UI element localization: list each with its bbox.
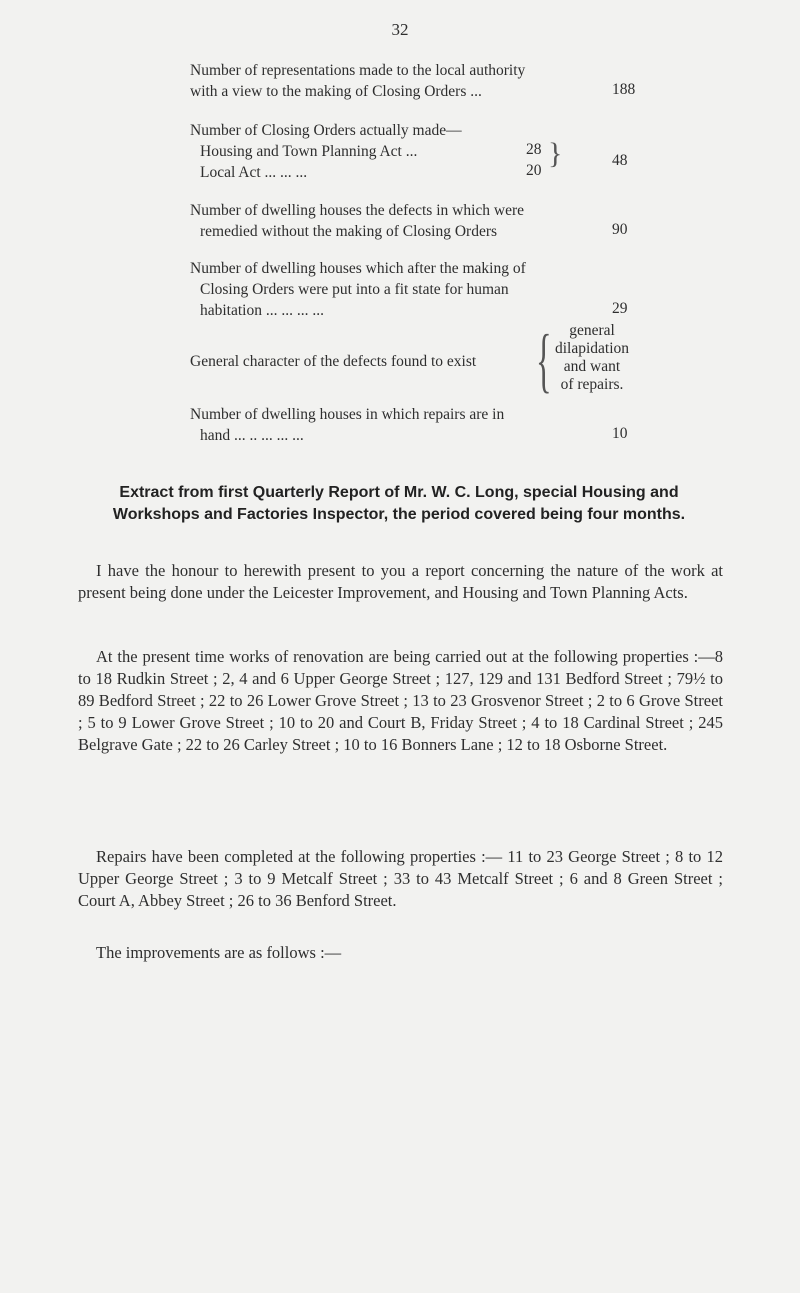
stat-local-act-value: 20 <box>526 162 542 179</box>
stat-closing-orders-total: 48 <box>612 152 628 169</box>
stat-remedied <box>190 200 630 242</box>
stat-remedied-line2: remedied without the making of Closing Orders <box>200 223 498 240</box>
general-character-line: general <box>569 322 615 339</box>
stat-local-act-label: Local Act ... ... ... <box>200 164 308 181</box>
stat-remedied-value: 90 <box>612 221 628 238</box>
stat-representations-value: 188 <box>612 81 636 98</box>
stat-closing-orders-line1: Number of Closing Orders actually made— <box>190 122 462 139</box>
closing-orders-brace-icon: } <box>548 137 563 170</box>
stat-fit-state <box>190 258 630 321</box>
stat-housing-act-label: Housing and Town Planning Act ... <box>200 143 418 160</box>
stat-general-character-value <box>547 322 637 394</box>
stat-repairs-line2: hand ... .. ... ... ... <box>200 427 304 444</box>
stat-fit-state-line3: habitation ... ... ... ... <box>200 302 324 319</box>
stat-representations <box>190 60 630 102</box>
stat-closing-orders <box>190 120 630 183</box>
stat-representations-line1: Number of representations made to the local authority <box>190 62 526 79</box>
general-character-line: dilapidation <box>554 340 630 357</box>
paragraph-intro: I have the honour to herewith present to you a report concerning the nature of the work at present being done under the Leicester Improvement, and Housing and Town Planning Acts. <box>78 561 723 602</box>
general-character-brace-icon: { <box>536 320 552 400</box>
stat-housing-act-value: 28 <box>526 141 542 158</box>
general-character-line: and want <box>563 358 621 375</box>
stat-general-character-label: General character of the defects found to exist <box>190 353 477 370</box>
stat-repairs-in-hand <box>190 404 630 446</box>
stat-fit-state-line1: Number of dwelling houses which after the making of <box>190 260 526 277</box>
stat-remedied-line1: Number of dwelling houses the defects in which were <box>190 202 525 219</box>
stat-repairs-line1: Number of dwelling houses in which repairs are in <box>190 406 505 423</box>
stat-fit-state-line2: Closing Orders were put into a fit state for human <box>200 281 509 298</box>
paragraph-renovation: At the present time works of renovation are being carried out at the following properties :—8 to 18 Rudkin Street ; 2, 4 and 6 Upper George Street ; 127, 129 and 131 Bedford Street ; 79½ to 89 Bedford Street ; 22 to 26 Lower Grove Street ; 13 to 23 Grosvenor Street ; 2 to 6 Grove Street ; 5 to 9 Lower Grove Street ; 10 to 20 and Court B, Friday Street ; 4 to 18 Cardinal Street ; 245 Belgrave Gate ; 22 to 26 Carley Street ; 10 to 16 Bonners Lane ; 12 to 18 Osborne Street. <box>78 647 723 754</box>
general-character-line: of repairs. <box>560 376 624 393</box>
stat-fit-state-value: 29 <box>612 300 628 317</box>
stat-representations-line2: with a view to the making of Closing Orders ... <box>190 83 482 100</box>
paragraph-improvements: The improvements are as follows :— <box>96 943 342 962</box>
stat-repairs-value: 10 <box>612 425 628 442</box>
section-heading: Extract from first Quarterly Report of Mr. W. C. Long, special Housing and Workshops and Factories Inspector, the period covered being four months. <box>112 484 686 523</box>
page-number: 32 <box>391 20 409 39</box>
paragraph-repairs-completed: Repairs have been completed at the following properties :— 11 to 23 George Street ; 8 to 12 Upper George Street ; 3 to 9 Metcalf Street ; 33 to 43 Metcalf Street ; 6 and 8 Green Street ; Court A, Abbey Street ; 26 to 36 Benford Street. <box>78 847 723 910</box>
